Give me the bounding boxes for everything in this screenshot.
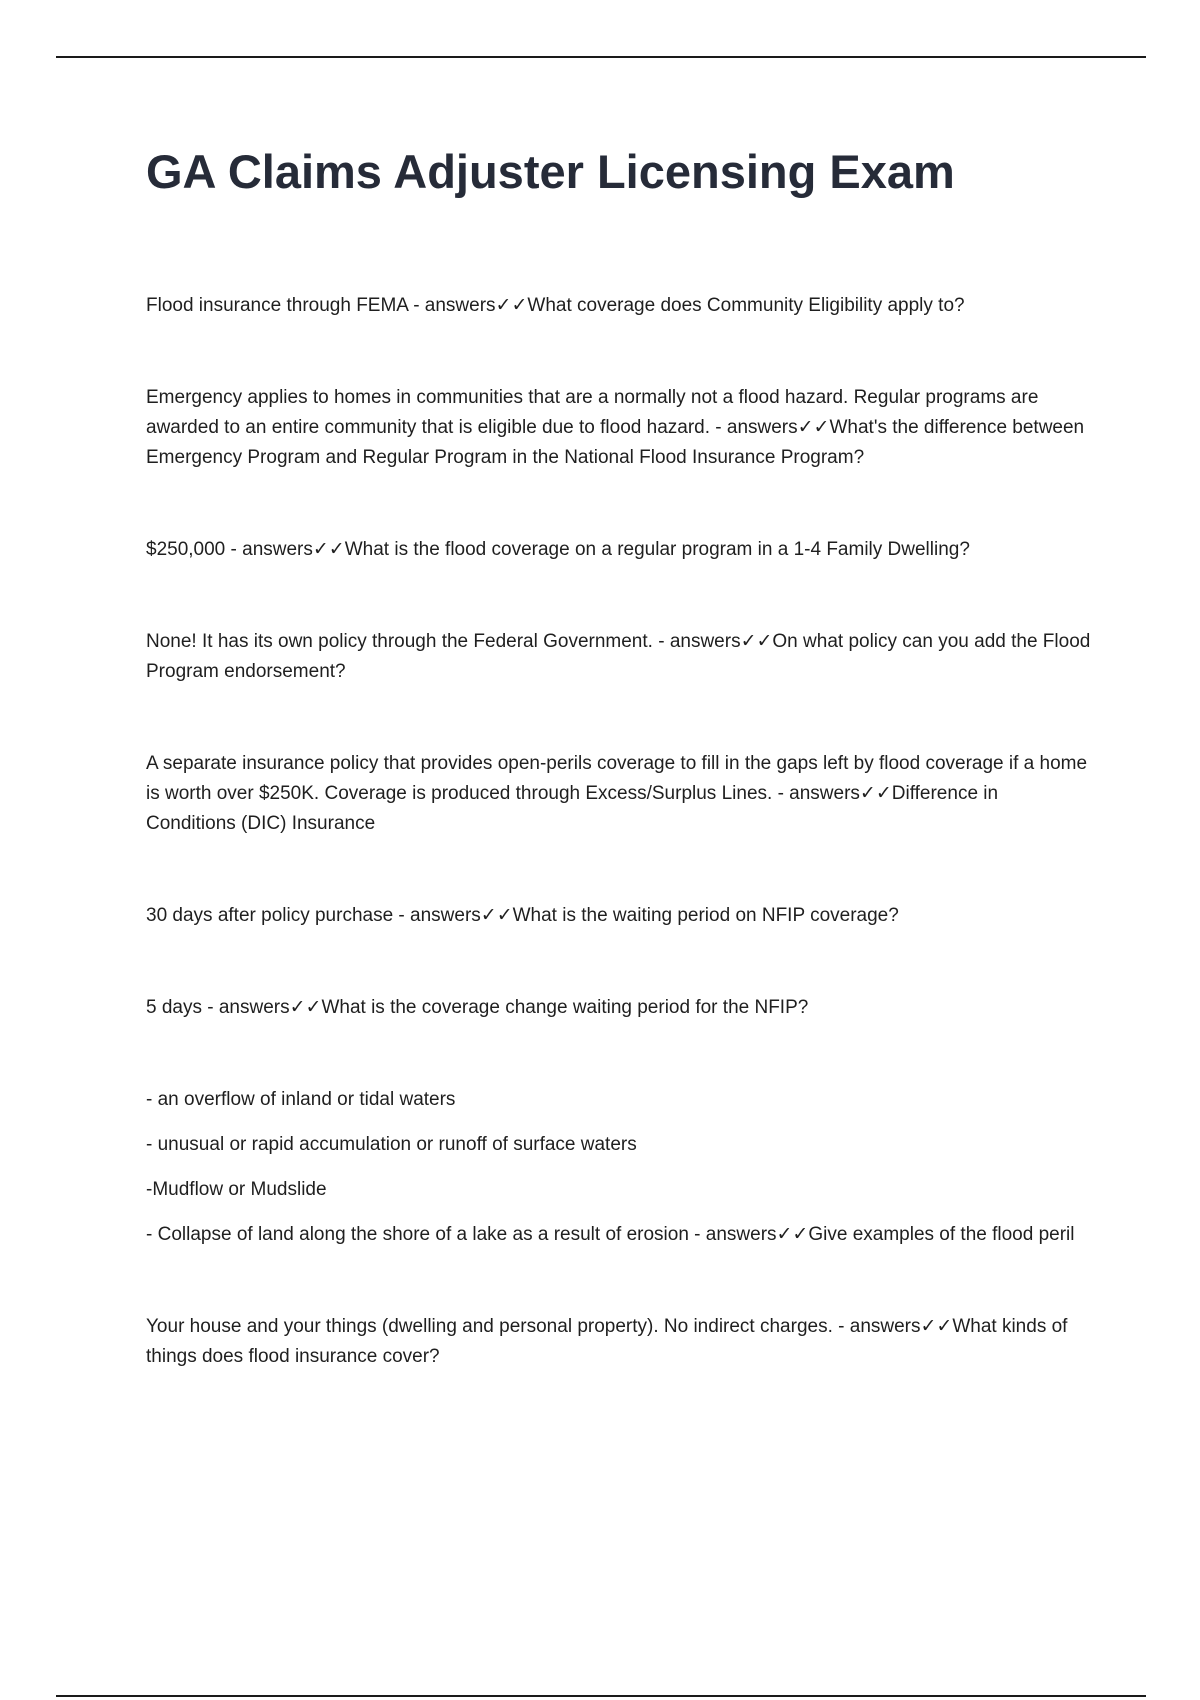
flashcard-text: 30 days after policy purchase - answers✓✓What is the waiting period on NFIP coverage? xyxy=(146,905,899,926)
flashcard-text: None! It has its own policy through the Federal Government. - answers✓✓On what policy can you add the Flood Program endorsement? xyxy=(146,631,1091,682)
flashcard xyxy=(146,535,1091,565)
top-rule xyxy=(56,56,1146,58)
flashcard xyxy=(146,383,1091,473)
flashcard-bullet: -Mudflow or Mudslide xyxy=(146,1179,327,1200)
flashcard xyxy=(146,749,1091,839)
flashcard-list-answer xyxy=(146,1085,1091,1250)
flashcard xyxy=(146,993,1091,1023)
bottom-rule xyxy=(56,1695,1146,1697)
flashcard-bullet: - Collapse of land along the shore of a lake as a result of erosion - answers✓✓Give examples of the flood peril xyxy=(146,1224,1075,1245)
flashcard xyxy=(146,627,1091,687)
flashcard-text: $250,000 - answers✓✓What is the flood coverage on a regular program in a 1-4 Family Dwelling? xyxy=(146,539,970,560)
flashcard-text: Emergency applies to homes in communities that are a normally not a flood hazard. Regular programs are awarded to an entire community that is eligible due to flood hazard. - answers✓✓What's the difference between Emergency Program and Regular Program in the National Flood Insurance Program? xyxy=(146,387,1085,468)
flashcard-bullet: - unusual or rapid accumulation or runoff of surface waters xyxy=(146,1134,637,1155)
flashcard-list xyxy=(146,291,1091,1434)
flashcard xyxy=(146,291,1091,321)
flashcard-bullet: - an overflow of inland or tidal waters xyxy=(146,1089,456,1110)
document-title: GA Claims Adjuster Licensing Exam xyxy=(146,145,955,198)
flashcard-text: Flood insurance through FEMA - answers✓✓What coverage does Community Eligibility apply to? xyxy=(146,295,965,316)
flashcard-text: 5 days - answers✓✓What is the coverage change waiting period for the NFIP? xyxy=(146,997,809,1018)
flashcard-text: A separate insurance policy that provides open-perils coverage to fill in the gaps left by flood coverage if a home is worth over $250K. Coverage is produced through Excess/Surplus Lines. - answers✓✓Difference in Conditions (DIC) Insurance xyxy=(146,753,1088,834)
flashcard xyxy=(146,1312,1091,1372)
flashcard xyxy=(146,901,1091,931)
flashcard-text: Your house and your things (dwelling and personal property). No indirect charges. - answers✓✓What kinds of things does flood insurance cover? xyxy=(146,1316,1068,1367)
